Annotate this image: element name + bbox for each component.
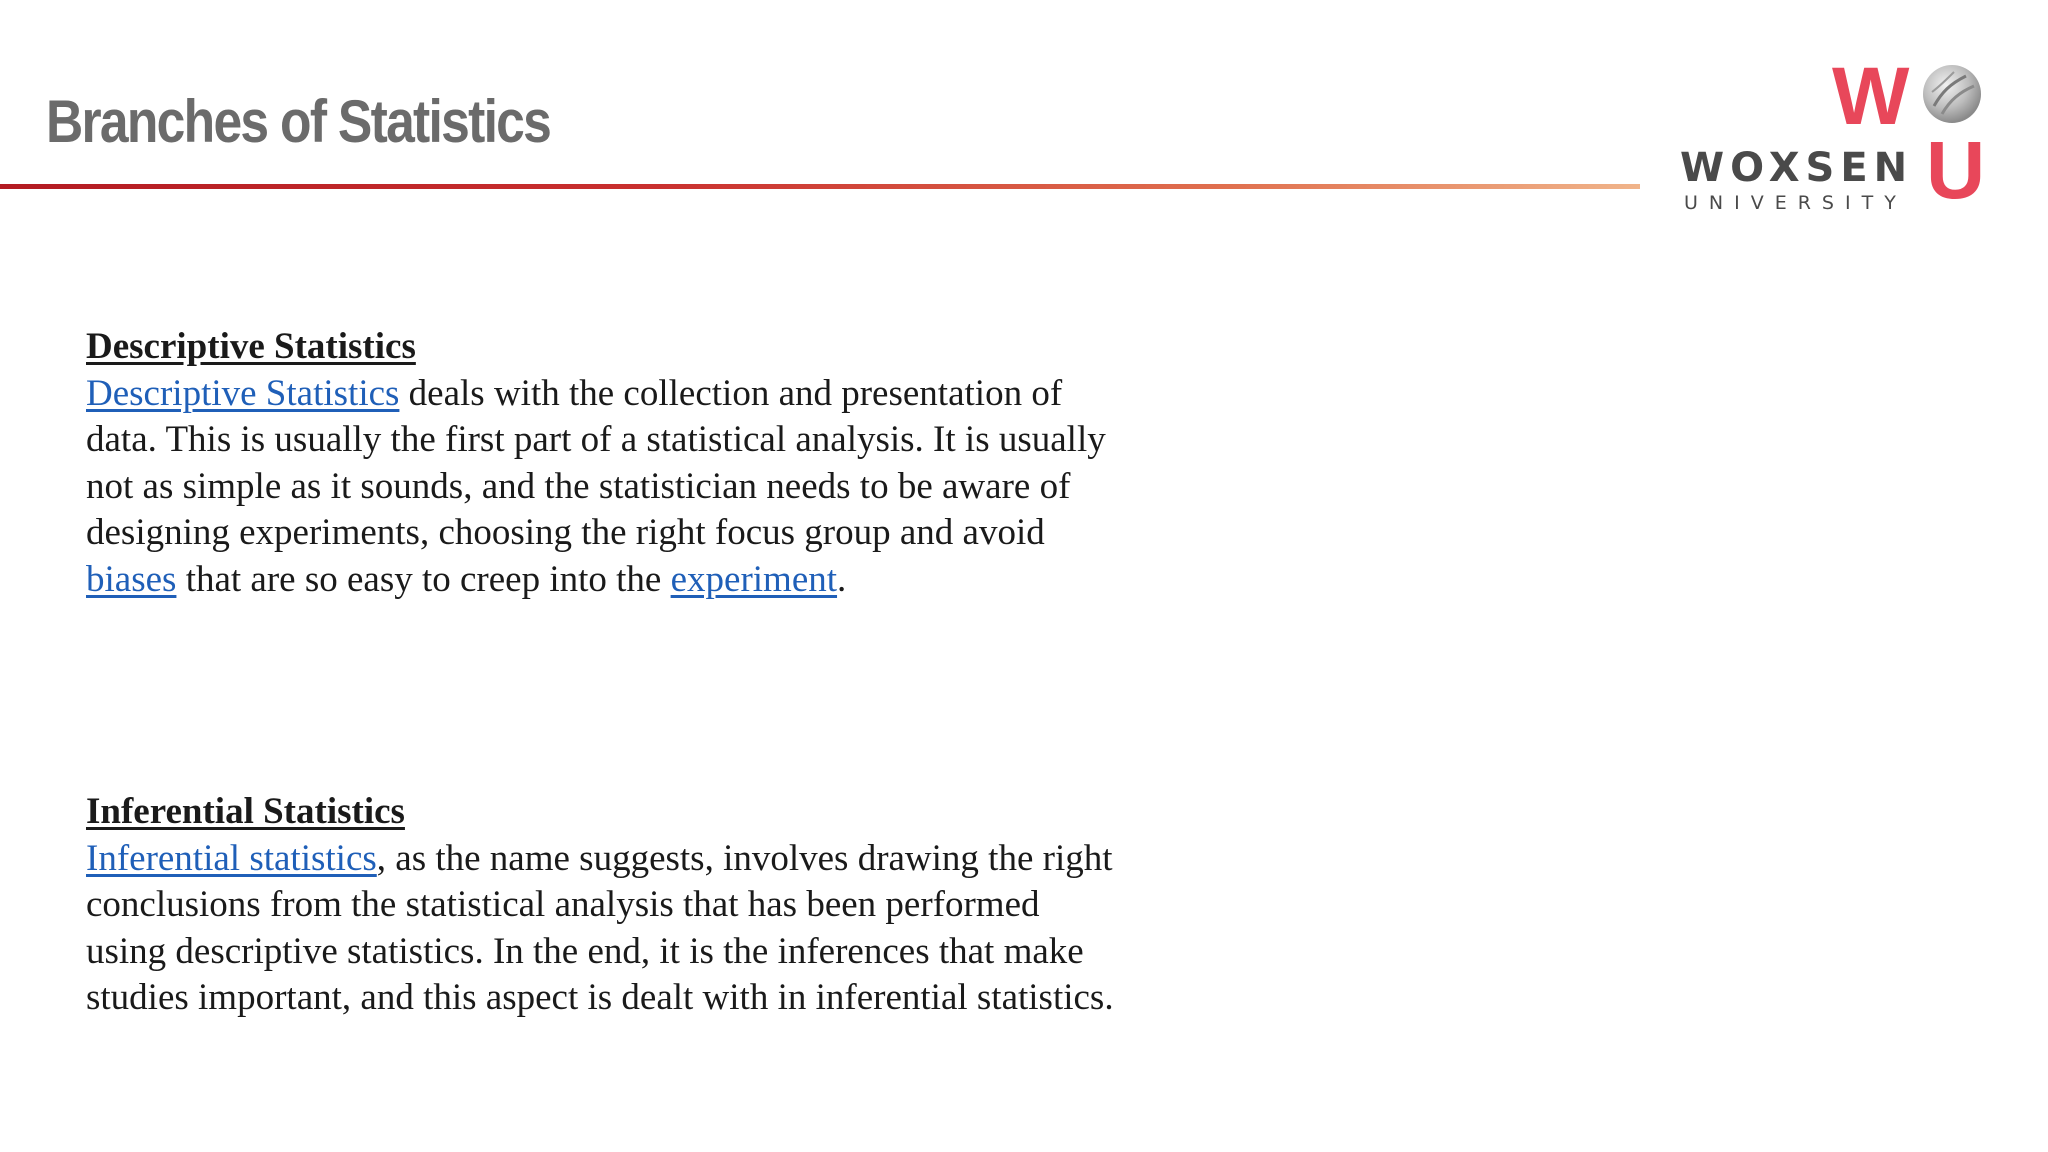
section-heading: Descriptive Statistics bbox=[86, 326, 416, 367]
page-title: Branches of Statistics bbox=[46, 88, 551, 155]
globe-icon bbox=[1920, 62, 1984, 126]
descriptive-statistics-link[interactable]: Descriptive Statistics bbox=[86, 372, 400, 414]
body-text: , as the name suggests, involves drawing the right conclusions from the statistical analysis that has been performed using descriptive statistics. In the end, it is the inferences that make studies important, and this aspect is dealt with in inferential statistics. bbox=[86, 837, 1114, 1018]
section-descriptive bbox=[86, 324, 1126, 603]
logo-subtitle: UNIVERSITY bbox=[1684, 192, 1907, 214]
experiment-link[interactable]: experiment bbox=[670, 558, 838, 600]
title-divider bbox=[0, 184, 1640, 189]
inferential-statistics-link[interactable]: Inferential statistics bbox=[86, 837, 377, 879]
section-heading: Inferential Statistics bbox=[86, 791, 405, 832]
section-body bbox=[86, 371, 1126, 604]
body-text: . bbox=[837, 558, 847, 600]
body-text: that are so easy to creep into the bbox=[176, 558, 671, 600]
section-inferential bbox=[86, 789, 1126, 1022]
logo-letter-w: W bbox=[1832, 51, 1908, 142]
woxsen-logo bbox=[1680, 51, 1990, 216]
section-body bbox=[86, 836, 1126, 1022]
body-text: deals with the collection and presentation of data. This is usually the first part of a statistical analysis. It is usually not as simple as it sounds, and the statistician needs to be aware of designing experiments, choosing the right focus group and avoid bbox=[86, 372, 1106, 553]
biases-link[interactable]: biases bbox=[86, 558, 177, 600]
logo-letter-u: U bbox=[1926, 125, 1986, 216]
logo-name: WOXSEN bbox=[1680, 145, 1914, 191]
